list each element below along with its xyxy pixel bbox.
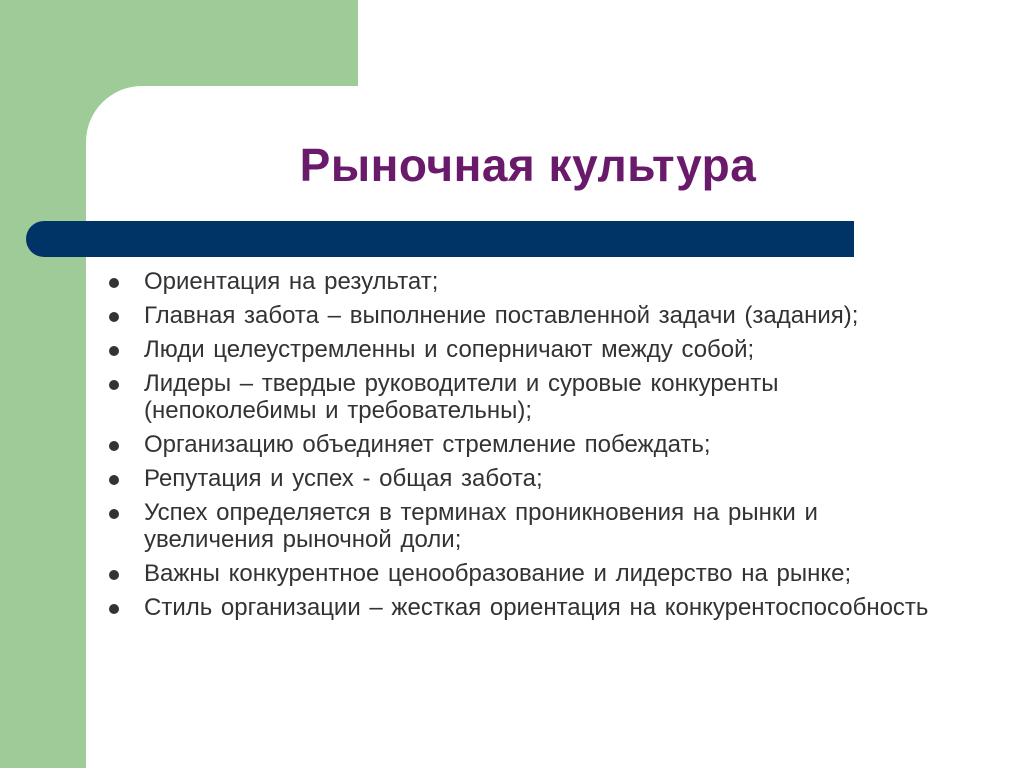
bullet-item <box>100 560 940 587</box>
bullet-dot-icon <box>109 441 119 451</box>
bullet-item <box>100 465 940 492</box>
bullet-item <box>100 302 940 329</box>
bullet-text: Ориентация на результат; <box>144 268 439 295</box>
bullet-text: Важны конкурентное ценообразование и лидерство на рынке; <box>144 560 852 587</box>
bullet-text: Главная забота – выполнение поставленной задачи (задания); <box>144 302 859 329</box>
bullet-text: Успех определяется в терминах проникновения на рынки и увеличения рыночной доли; <box>144 499 818 553</box>
bullet-dot-icon <box>109 346 119 356</box>
bullet-item <box>100 370 940 424</box>
bullet-dot-icon <box>109 380 119 390</box>
bullet-text: Репутация и успех - общая забота; <box>144 465 543 492</box>
bullet-item <box>100 594 940 621</box>
bullet-item <box>100 499 940 553</box>
slide-title: Рыночная культура <box>299 139 757 191</box>
bullet-dot-icon <box>109 278 119 288</box>
bullet-dot-icon <box>109 509 119 519</box>
bullet-dot-icon <box>109 570 119 580</box>
bullet-dot-icon <box>109 312 119 322</box>
bullet-text: Стиль организации – жесткая ориентация на конкурентоспособность <box>144 594 929 621</box>
bullet-item <box>100 268 940 295</box>
bullet-text: Организацию объединяет стремление побеждать; <box>144 431 711 458</box>
bullet-item <box>100 431 940 458</box>
bullet-text: Люди целеустремленны и соперничают между собой; <box>144 336 755 363</box>
title-underline-bar <box>26 221 854 257</box>
bullet-text: Лидеры – твердые руководители и суровые конкуренты (непоколебимы и требовательны); <box>144 370 779 424</box>
bullet-dot-icon <box>109 475 119 485</box>
bullet-list <box>100 268 940 628</box>
bullet-dot-icon <box>109 604 119 614</box>
bullet-item <box>100 336 940 363</box>
